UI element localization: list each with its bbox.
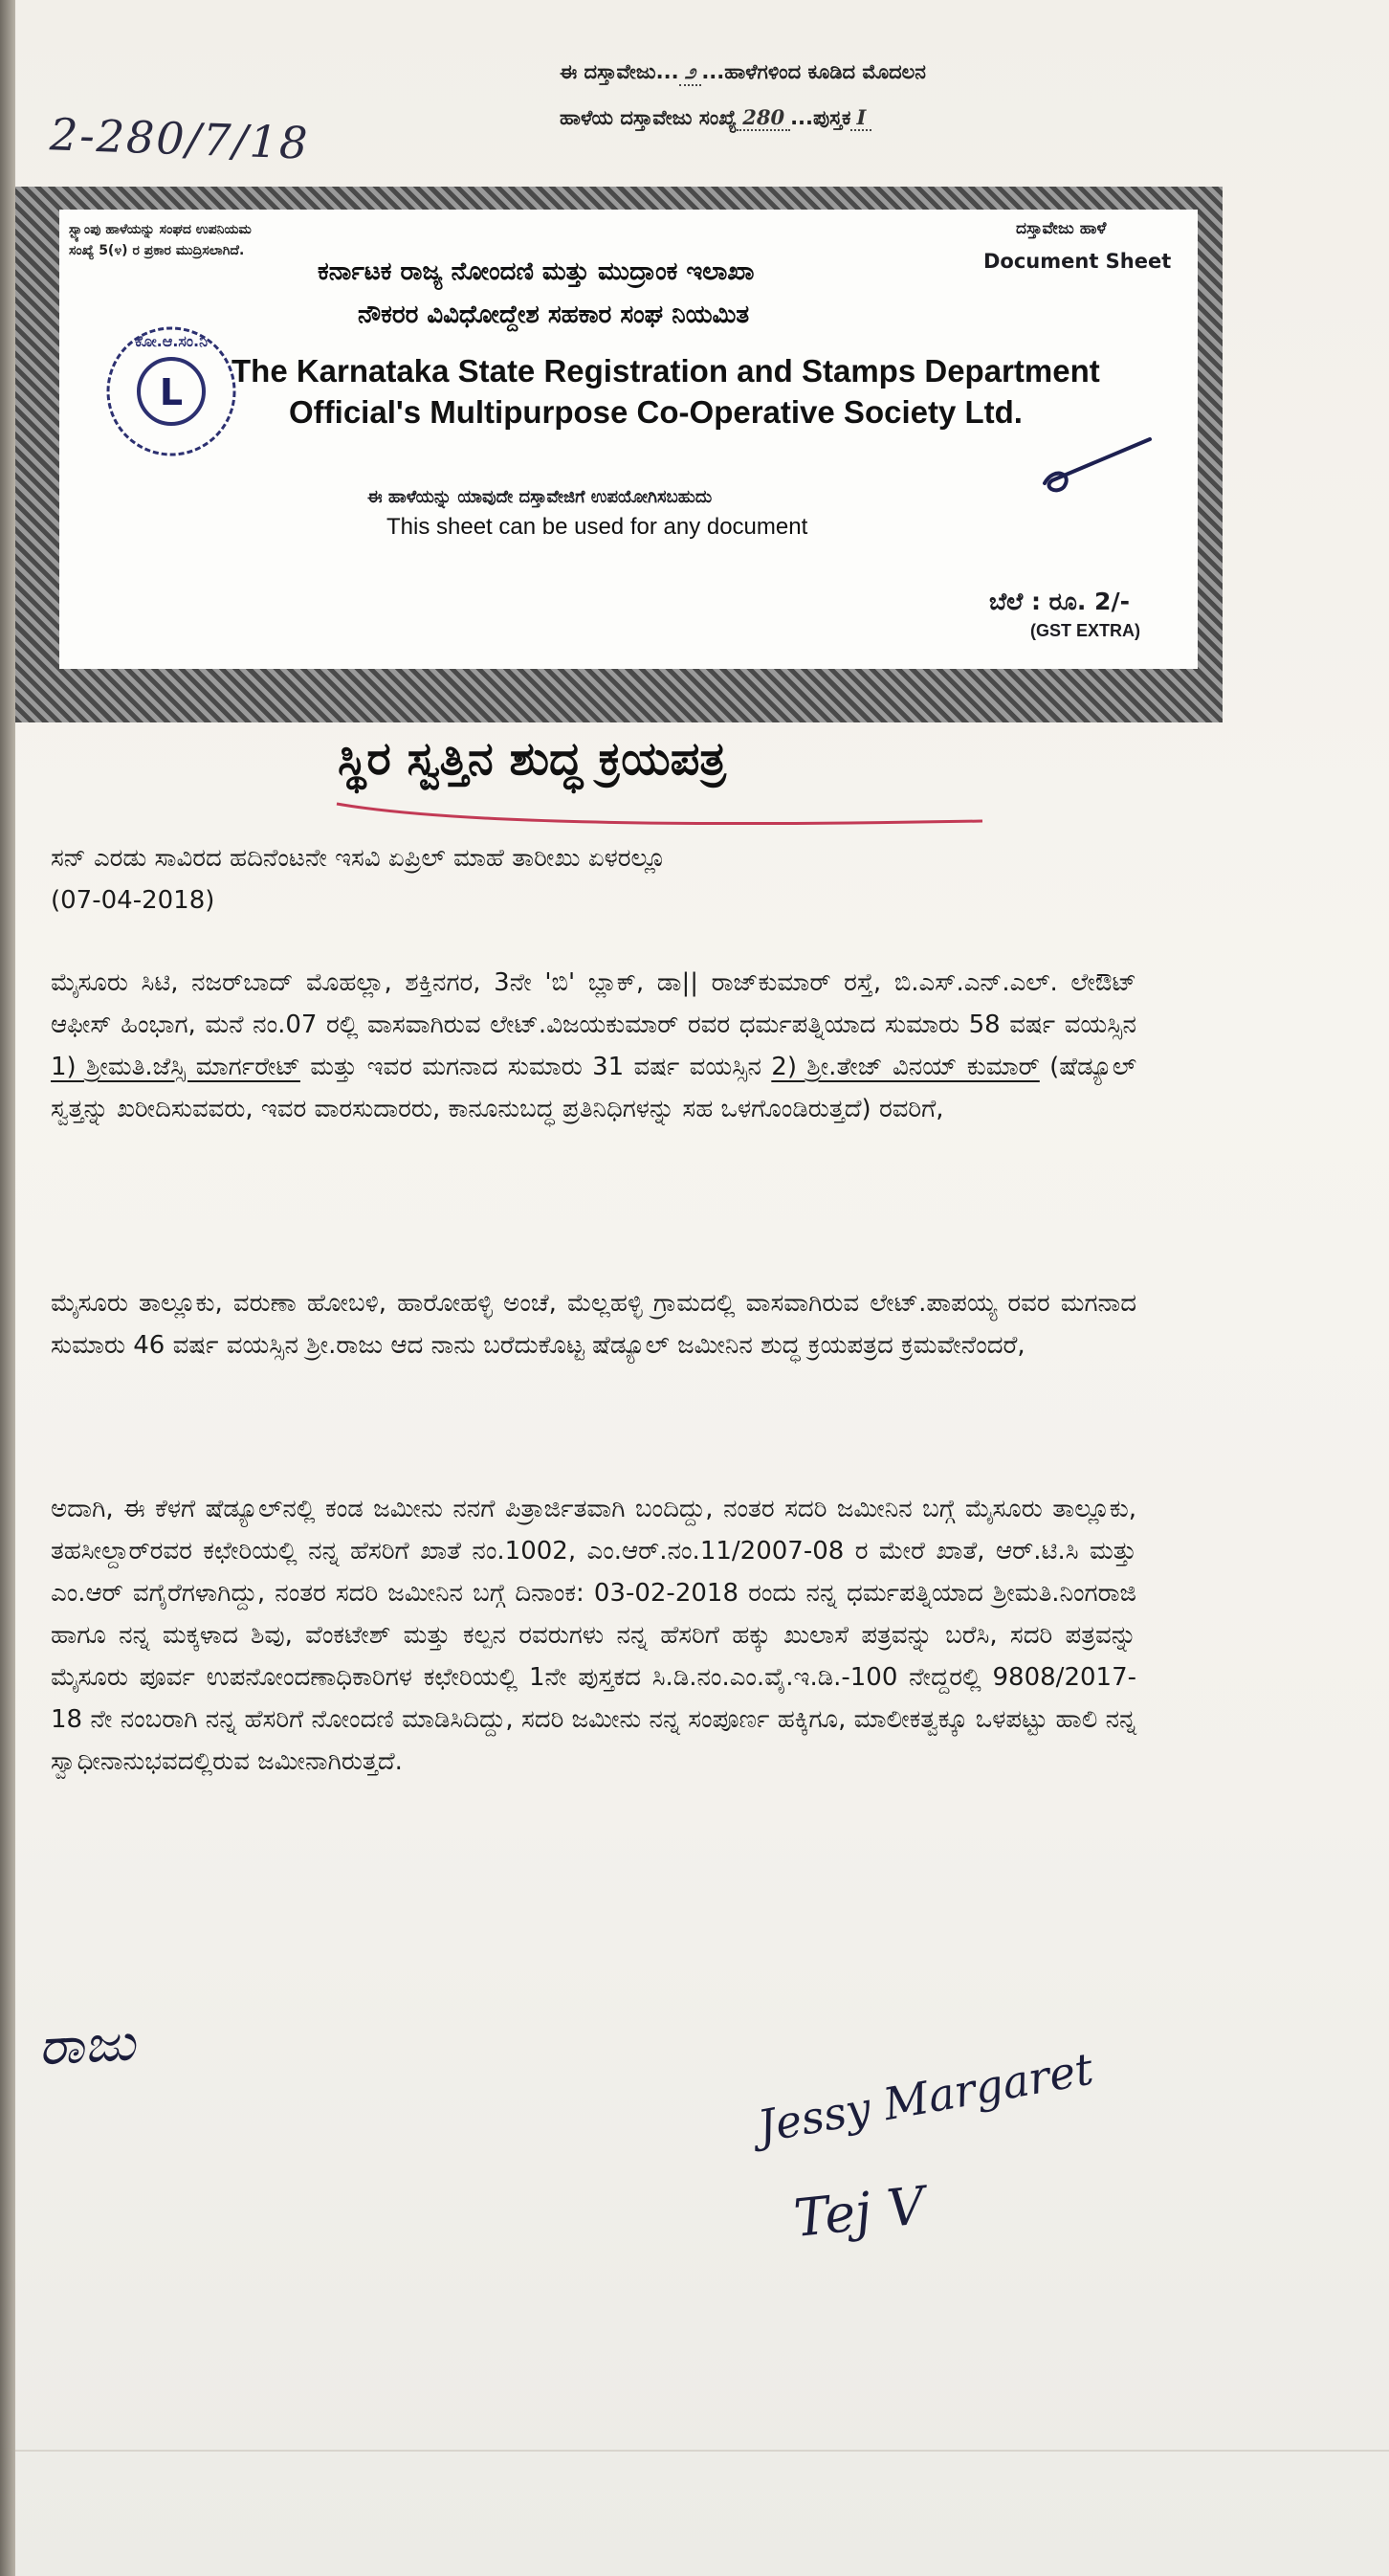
book-number-fill: I (850, 105, 871, 131)
banner-english-title-1: The Karnataka State Registration and Stamps Department (232, 353, 1100, 389)
seller-signature: ರಾಜು (36, 2011, 137, 2077)
banner-english-title-2: Official's Multipurpose Co-Operative Society Ltd. (289, 394, 1023, 430)
paragraph-date: ಸನ್ ಎರಡು ಸಾವಿರದ ಹದಿನೆಂಟನೇ ಇಸವಿ ಏಪ್ರಿಲ್ ಮಾಹೆ ತಾರೀಖು ಏಳರಲ್ಲೂ (07-04-2018) (51, 844, 667, 915)
sheet-count-fill: ೨ (679, 59, 702, 86)
banner-kannada-title-1: ಕರ್ನಾಟಕ ರಾಜ್ಯ ನೋಂದಣಿ ಮತ್ತು ಮುದ್ರಾಂಕ ಇಲಾಖಾ (318, 257, 755, 286)
seal-letter: L (159, 371, 184, 413)
stamp-banner-body (59, 210, 1198, 669)
seal-text: ಕೋ.ಆ.ಸಂ.ನಿ (135, 332, 208, 350)
binding-edge (0, 0, 15, 2576)
handwritten-reference-number: 2-280/7/18 (49, 108, 311, 169)
page-crease (15, 2450, 1389, 2452)
document-number-note: ಹಾಳೆಯ ದಸ್ತಾವೇಜು ಸಂಖ್ಯೆ 280 ...ಪುಸ್ತಕ I (560, 105, 871, 131)
society-seal-icon (99, 320, 243, 463)
purchaser-2-signature: Tej V (791, 2175, 928, 2249)
paragraph-land-history: ಅದಾಗಿ, ಈ ಕೆಳಗೆ ಷೆಡ್ಯೂಲ್‌ನಲ್ಲಿ ಕಂಡ ಜಮೀನು ನನಗೆ ಪಿತ್ರಾರ್ಜಿತವಾಗಿ ಬಂದಿದ್ದು, ನಂತರ ಸದರಿ ಜಮೀನಿನ ಬಗ್ಗೆ ಮೈಸೂರು ತಾಲ್ಲೂಕು, ತಹಸೀಲ್ದಾರ್‌ರವರ ಕಛೇರಿಯಲ್ಲಿ ನನ್ನ ಹೆಸರಿಗೆ ಖಾತೆ ನಂ.1002, ಎಂ.ಆರ್.ನಂ.11/2007-08 ರ ಮೇರೆ ಖಾತೆ, ಆರ್.ಟಿ.ಸಿ ಮತ್ತು ಎಂ.ಆರ್ ವಗೈರೆಗಳಾಗಿದ್ದು, ನಂತರ ಸದರಿ ಜಮೀನಿನ ಬಗ್ಗೆ ದಿನಾಂಕ: 03-02-2018 ರಂದು ನನ್ನ ಧರ್ಮಪತ್ನಿಯಾದ ಶ್ರೀಮತಿ.ನಿಂಗರಾಜಿ ಹಾಗೂ ನನ್ನ ಮಕ್ಕಳಾದ ಶಿವು, ವೆಂಕಟೇಶ್ ಮತ್ತು ಕಲ್ಪನ ರವರುಗಳು ನನ್ನ ಹೆಸರಿಗೆ ಹಕ್ಕು ಖುಲಾಸೆ ಪತ್ರವನ್ನು ಬರೆಸಿ, ಸದರಿ ಪತ್ರವನ್ನು ಮೈಸೂರು ಪೂರ್ವ ಉಪನೋಂದಣಾಧಿಕಾರಿಗಳ ಕಛೇರಿಯಲ್ಲಿ 1ನೇ ಪುಸ್ತಕದ ಸಿ.ಡಿ.ನಂ.ಎಂ.ವೈ.ಇ.ಡಿ.-100 ನೇದ್ದರಲ್ಲಿ 9808/2017-18 ನೇ ನಂಬರಾಗಿ ನನ್ನ ಹೆಸರಿಗೆ ನೋಂದಣಿ ಮಾಡಿಸಿದಿದ್ದು, ಸದರಿ ಜಮೀನು ನನ್ನ ಸಂಪೂರ್ಣ ಹಕ್ಕಿಗೂ, ಮಾಲೀಕತ್ವಕ್ಕೂ ಒಳಪಟ್ಟು ಹಾಲಿ ನನ್ನ ಸ್ವಾಧೀನಾನುಭವದಲ್ಲಿರುವ ಜಮೀನಾಗಿರುತ್ತದೆ. (51, 1495, 1136, 1776)
gst-label: (GST EXTRA) (1030, 621, 1140, 640)
purchaser-2-name: 2) ಶ್ರೀ.ತೇಜ್ ವಿನಯ್ ಕುಮಾರ್ (771, 1053, 1040, 1081)
price-label: ಬೆಲೆ : ರೂ. 2/- (989, 588, 1130, 615)
usage-note-kn: ಈ ಹಾಳೆಯನ್ನು ಯಾವುದೇ ದಸ್ತಾವೇಜಿಗೆ ಉಪಯೋಗಿಸಬಹುದು (367, 487, 713, 507)
paragraph-seller: ಮೈಸೂರು ತಾಲ್ಲೂಕು, ವರುಣಾ ಹೋಬಳಿ, ಹಾರೋಹಳ್ಳಿ ಅಂಚೆ, ಮೆಲ್ಲಹಳ್ಳಿ ಗ್ರಾಮದಲ್ಲಿ ವಾಸವಾಗಿರುವ ಲೇಟ್.ಪಾಪಯ್ಯ ರವರ ಮಗನಾದ ಸುಮಾರು 46 ವರ್ಷ ವಯಸ್ಸಿನ ಶ್ರೀ.ರಾಜು ಆದ ನಾನು ಬರೆದುಕೊಟ್ಟ ಷೆಡ್ಯೂಲ್ ಜಮೀನಿನ ಶುದ್ಧ ಕ್ರಯಪತ್ರದ ಕ್ರಮವೇನೆಂದರೆ, (51, 1289, 1136, 1360)
pen-tick-mark-icon (1035, 428, 1159, 504)
document-number-fill: 280 (737, 105, 790, 131)
banner-kannada-title-2: ನೌಕರರ ವಿವಿಧೋದ್ದೇಶ ಸಹಕಾರ ಸಂಘ ನಿಯಮಿತ (358, 300, 750, 329)
stamp-banner (15, 187, 1223, 722)
document-sheet-label-kn: ದಸ್ತಾವೇಜು ಹಾಳೆ (1016, 219, 1107, 238)
purchaser-1-name: 1) ಶ್ರೀಮತಿ.ಜೆಸ್ಸಿ ಮಾರ್ಗರೇಟ್ (51, 1053, 300, 1081)
purchaser-1-signature: Jessy Margaret (754, 2042, 1097, 2153)
sheet-count-note: ಈ ದಸ್ತಾವೇಜು... ೨ ...ಹಾಳೆಗಳಿಂದ ಕೂಡಿದ ಮೊದಲನ (560, 59, 926, 86)
document-title: ಸ್ಥಿರ ಸ್ವತ್ತಿನ ಶುದ್ಧ ಕ್ರಯಪತ್ರ (338, 732, 726, 786)
banner-side-note: ಸ್ಟ್ಯಾಂಪು ಹಾಳೆಯನ್ನು ಸಂಘದ ಉಪನಿಯಮ ಸಂಖ್ಯೆ 5(೪) ರ ಪ್ರಕಾರ ಮುದ್ರಿಸಲಾಗಿದೆ. (69, 222, 252, 258)
usage-note-en: This sheet can be used for any document (386, 514, 808, 540)
paragraph-purchasers: ಮೈಸೂರು ಸಿಟಿ, ನಜರ್‌ಬಾದ್ ಮೊಹಲ್ಲಾ, ಶಕ್ತಿನಗರ, 3ನೇ 'ಬಿ' ಬ್ಲಾಕ್, ಡಾ|| ರಾಜ್‌ಕುಮಾರ್ ರಸ್ತೆ, ಬಿ.ಎಸ್.ಎನ್.ಎಲ್. ಲೇಔಟ್ ಆಫೀಸ್ ಹಿಂಭಾಗ, ಮನೆ ನಂ.07 ರಲ್ಲಿ ವಾಸವಾಗಿರುವ ಲೇಟ್.ವಿಜಯಕುಮಾರ್ ರವರ ಧರ್ಮಪತ್ನಿಯಾದ ಸುಮಾರು 58 ವರ್ಷ ವಯಸ್ಸಿನ 1) ಶ್ರೀಮತಿ.ಜೆಸ್ಸಿ ಮಾರ್ಗರೇಟ್ ಮತ್ತು ಇವರ ಮಗನಾದ ಸುಮಾರು 31 ವರ್ಷ ವಯಸ್ಸಿನ 2) ಶ್ರೀ.ತೇಜ್ ವಿನಯ್ ಕುಮಾರ್ (ಷೆಡ್ಯೂಲ್ ಸ್ವತ್ತನ್ನು ಖರೀದಿಸುವವರು, ಇವರ ವಾರಸುದಾರರು, ಕಾನೂನುಬದ್ಧ ಪ್ರತಿನಿಧಿಗಳನ್ನು ಸಹ ಒಳಗೊಂಡಿರುತ್ತದೆ) ರವರಿಗೆ, (51, 968, 1137, 1123)
document-sheet-label-en: Document Sheet (983, 250, 1172, 273)
